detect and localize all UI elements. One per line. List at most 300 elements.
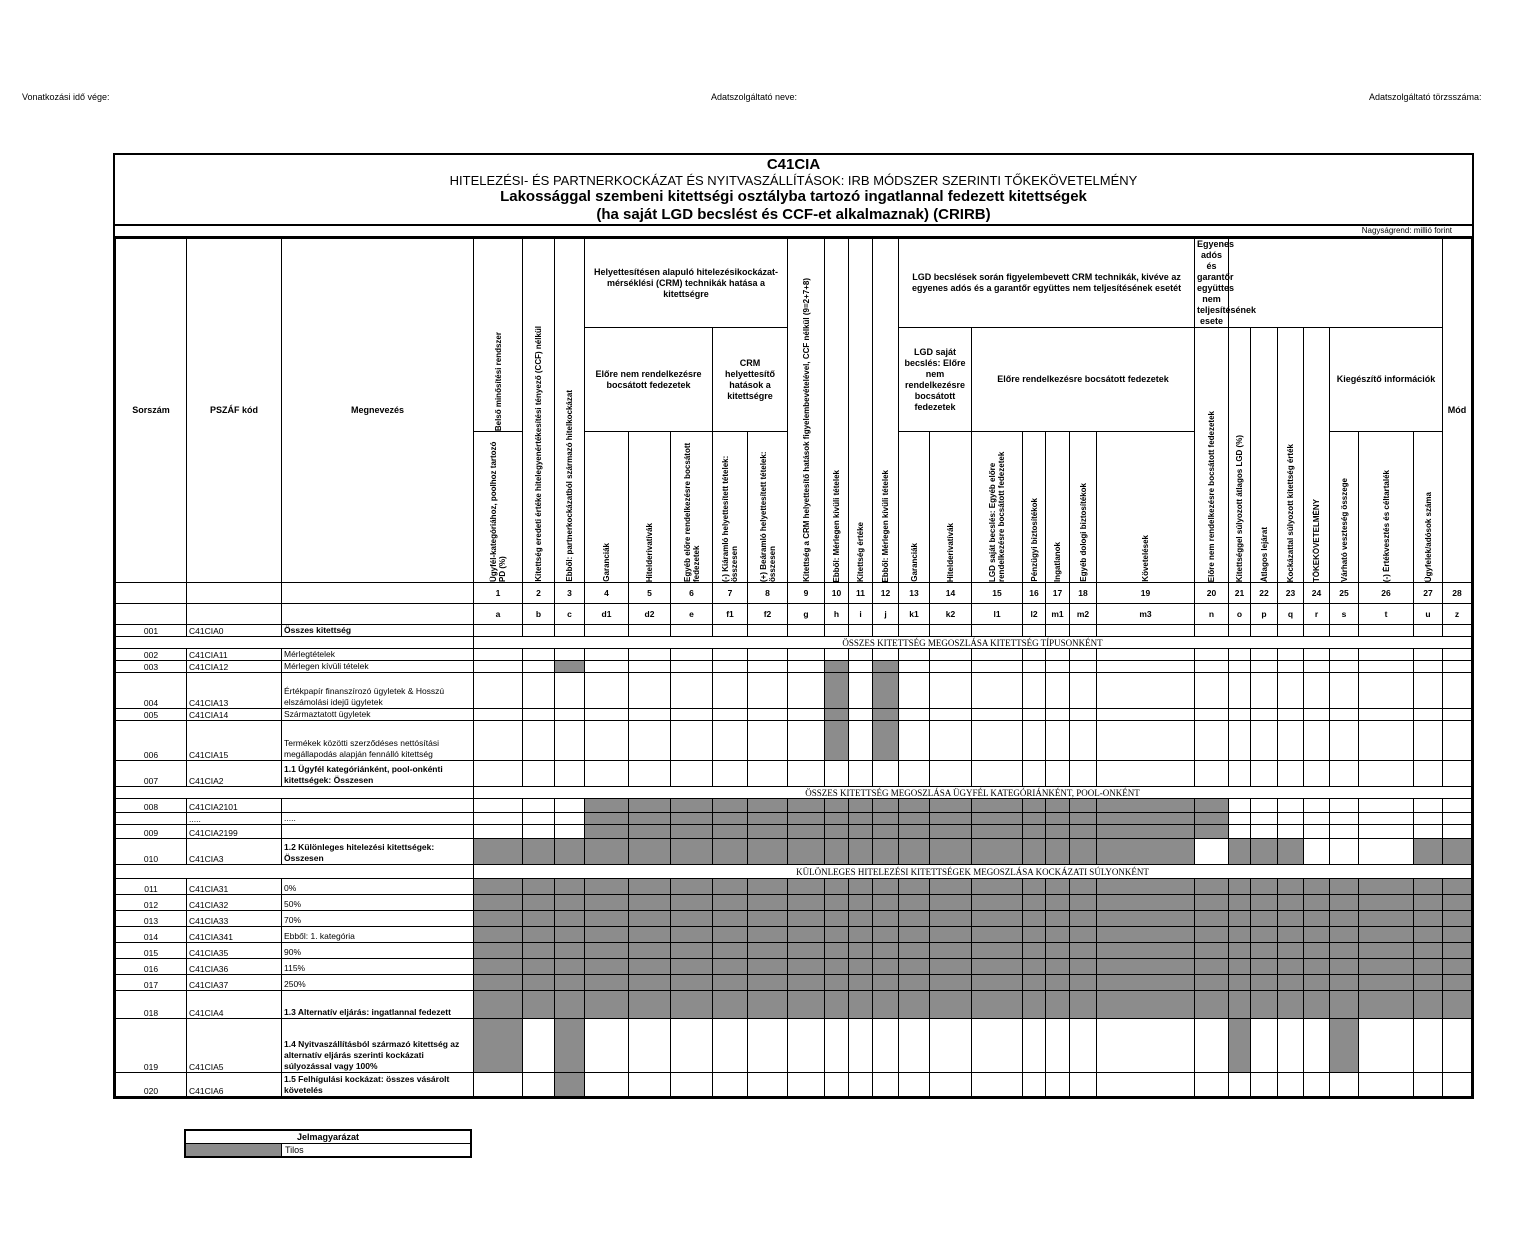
data-cell[interactable] bbox=[1229, 721, 1251, 761]
data-cell[interactable] bbox=[713, 649, 748, 661]
data-cell[interactable] bbox=[1414, 673, 1443, 709]
data-cell[interactable] bbox=[1443, 625, 1472, 637]
data-cell[interactable] bbox=[713, 721, 748, 761]
data-cell[interactable] bbox=[873, 761, 899, 787]
data-cell[interactable] bbox=[788, 1019, 825, 1073]
data-cell[interactable] bbox=[671, 1019, 713, 1073]
data-cell[interactable] bbox=[585, 1019, 629, 1073]
data-cell[interactable] bbox=[748, 1073, 788, 1097]
data-cell[interactable] bbox=[972, 1073, 1023, 1097]
data-cell[interactable] bbox=[555, 709, 585, 721]
data-cell[interactable] bbox=[555, 649, 585, 661]
data-cell[interactable] bbox=[1251, 721, 1278, 761]
data-cell[interactable] bbox=[1229, 825, 1251, 839]
data-cell[interactable] bbox=[555, 825, 585, 839]
data-cell[interactable] bbox=[748, 709, 788, 721]
data-cell[interactable] bbox=[1330, 625, 1359, 637]
data-cell[interactable] bbox=[1251, 1019, 1278, 1073]
data-cell[interactable] bbox=[930, 1073, 972, 1097]
data-cell[interactable] bbox=[1330, 825, 1359, 839]
data-cell[interactable] bbox=[1023, 761, 1046, 787]
data-cell[interactable] bbox=[748, 625, 788, 637]
data-cell[interactable] bbox=[1359, 721, 1414, 761]
data-cell[interactable] bbox=[523, 649, 555, 661]
data-cell[interactable] bbox=[849, 709, 873, 721]
data-cell[interactable] bbox=[930, 649, 972, 661]
data-cell bbox=[972, 825, 1023, 839]
data-cell[interactable] bbox=[1023, 709, 1046, 721]
data-cell[interactable] bbox=[849, 761, 873, 787]
data-cell[interactable] bbox=[713, 673, 748, 709]
data-cell bbox=[1330, 879, 1359, 895]
data-cell[interactable] bbox=[474, 673, 523, 709]
data-cell[interactable] bbox=[629, 673, 671, 709]
data-cell[interactable] bbox=[825, 1073, 849, 1097]
data-cell bbox=[1330, 1019, 1359, 1073]
data-cell[interactable] bbox=[474, 761, 523, 787]
data-cell[interactable] bbox=[474, 813, 523, 825]
data-cell[interactable] bbox=[1330, 721, 1359, 761]
data-cell[interactable] bbox=[555, 761, 585, 787]
data-cell[interactable] bbox=[1195, 661, 1229, 673]
data-cell[interactable] bbox=[671, 661, 713, 673]
data-cell[interactable] bbox=[972, 709, 1023, 721]
data-cell[interactable] bbox=[1304, 649, 1330, 661]
data-cell[interactable] bbox=[1023, 1019, 1046, 1073]
data-cell[interactable] bbox=[972, 761, 1023, 787]
data-cell[interactable] bbox=[713, 1073, 748, 1097]
data-cell[interactable] bbox=[972, 661, 1023, 673]
data-cell[interactable] bbox=[585, 1073, 629, 1097]
data-cell[interactable] bbox=[825, 1019, 849, 1073]
data-cell[interactable] bbox=[748, 1019, 788, 1073]
data-cell[interactable] bbox=[629, 1019, 671, 1073]
data-cell[interactable] bbox=[1443, 649, 1472, 661]
data-cell[interactable] bbox=[555, 813, 585, 825]
data-cell[interactable] bbox=[788, 761, 825, 787]
data-cell[interactable] bbox=[930, 673, 972, 709]
data-cell[interactable] bbox=[1070, 1073, 1097, 1097]
data-cell[interactable] bbox=[873, 625, 899, 637]
data-cell[interactable] bbox=[1046, 721, 1070, 761]
data-cell[interactable] bbox=[1414, 825, 1443, 839]
data-cell[interactable] bbox=[1229, 649, 1251, 661]
data-cell[interactable] bbox=[713, 661, 748, 673]
data-cell[interactable] bbox=[1251, 825, 1278, 839]
data-cell[interactable] bbox=[1443, 673, 1472, 709]
data-cell[interactable] bbox=[899, 721, 930, 761]
data-cell[interactable] bbox=[1251, 673, 1278, 709]
data-cell[interactable] bbox=[1251, 709, 1278, 721]
data-cell[interactable] bbox=[1070, 709, 1097, 721]
data-cell[interactable] bbox=[1229, 625, 1251, 637]
data-cell[interactable] bbox=[1229, 709, 1251, 721]
data-cell[interactable] bbox=[1304, 625, 1330, 637]
data-cell[interactable] bbox=[899, 673, 930, 709]
data-cell[interactable] bbox=[555, 721, 585, 761]
data-cell[interactable] bbox=[629, 761, 671, 787]
data-cell[interactable] bbox=[1195, 839, 1229, 865]
data-cell[interactable] bbox=[1195, 721, 1229, 761]
data-cell[interactable] bbox=[713, 761, 748, 787]
data-cell[interactable] bbox=[1359, 839, 1414, 865]
data-cell[interactable] bbox=[629, 649, 671, 661]
data-cell[interactable] bbox=[1304, 673, 1330, 709]
data-cell[interactable] bbox=[629, 721, 671, 761]
data-cell[interactable] bbox=[1278, 649, 1304, 661]
data-cell[interactable] bbox=[1046, 661, 1070, 673]
data-cell[interactable] bbox=[899, 625, 930, 637]
data-cell[interactable] bbox=[1046, 625, 1070, 637]
data-cell bbox=[1330, 991, 1359, 1019]
data-cell[interactable] bbox=[1097, 661, 1195, 673]
data-cell[interactable] bbox=[523, 1073, 555, 1097]
data-cell[interactable] bbox=[1251, 649, 1278, 661]
data-cell[interactable] bbox=[1229, 761, 1251, 787]
data-cell[interactable] bbox=[1195, 649, 1229, 661]
data-cell[interactable] bbox=[1278, 761, 1304, 787]
data-cell[interactable] bbox=[849, 649, 873, 661]
data-cell[interactable] bbox=[1023, 721, 1046, 761]
data-cell[interactable] bbox=[1278, 661, 1304, 673]
data-cell[interactable] bbox=[713, 1019, 748, 1073]
col-number-28: 28 bbox=[1443, 583, 1472, 604]
data-cell[interactable] bbox=[1046, 673, 1070, 709]
data-cell bbox=[629, 895, 671, 911]
data-cell[interactable] bbox=[585, 661, 629, 673]
data-cell[interactable] bbox=[1097, 721, 1195, 761]
data-cell[interactable] bbox=[474, 799, 523, 813]
data-cell[interactable] bbox=[585, 709, 629, 721]
data-cell[interactable] bbox=[629, 709, 671, 721]
data-cell[interactable] bbox=[1046, 1073, 1070, 1097]
data-cell[interactable] bbox=[1278, 799, 1304, 813]
data-cell[interactable] bbox=[788, 673, 825, 709]
data-cell[interactable] bbox=[1195, 673, 1229, 709]
data-cell[interactable] bbox=[1070, 761, 1097, 787]
data-cell[interactable] bbox=[474, 625, 523, 637]
data-cell[interactable] bbox=[1443, 761, 1472, 787]
data-cell[interactable] bbox=[1304, 825, 1330, 839]
data-cell[interactable] bbox=[788, 1073, 825, 1097]
data-cell[interactable] bbox=[1443, 709, 1472, 721]
data-cell[interactable] bbox=[1330, 673, 1359, 709]
data-cell[interactable] bbox=[788, 649, 825, 661]
data-cell[interactable] bbox=[1097, 673, 1195, 709]
data-cell[interactable] bbox=[788, 625, 825, 637]
data-cell[interactable] bbox=[1330, 709, 1359, 721]
data-cell[interactable] bbox=[1097, 625, 1195, 637]
data-cell[interactable] bbox=[629, 625, 671, 637]
data-cell[interactable] bbox=[972, 673, 1023, 709]
data-cell[interactable] bbox=[1251, 799, 1278, 813]
data-cell[interactable] bbox=[1414, 625, 1443, 637]
data-cell bbox=[1443, 879, 1472, 895]
data-cell[interactable] bbox=[585, 625, 629, 637]
data-cell[interactable] bbox=[873, 1019, 899, 1073]
data-cell[interactable] bbox=[1097, 649, 1195, 661]
data-cell[interactable] bbox=[671, 649, 713, 661]
data-cell[interactable] bbox=[555, 673, 585, 709]
data-cell[interactable] bbox=[629, 1073, 671, 1097]
data-cell[interactable] bbox=[1278, 673, 1304, 709]
data-cell[interactable] bbox=[1304, 761, 1330, 787]
data-cell[interactable] bbox=[523, 625, 555, 637]
data-cell[interactable] bbox=[788, 709, 825, 721]
data-cell[interactable] bbox=[1195, 709, 1229, 721]
data-cell[interactable] bbox=[748, 673, 788, 709]
data-cell[interactable] bbox=[1359, 625, 1414, 637]
data-cell[interactable] bbox=[1304, 1073, 1330, 1097]
data-cell[interactable] bbox=[1359, 661, 1414, 673]
data-cell[interactable] bbox=[1046, 761, 1070, 787]
data-cell[interactable] bbox=[1251, 625, 1278, 637]
data-cell[interactable] bbox=[849, 1019, 873, 1073]
data-cell[interactable] bbox=[788, 661, 825, 673]
data-cell[interactable] bbox=[1359, 825, 1414, 839]
data-cell[interactable] bbox=[1414, 761, 1443, 787]
data-cell[interactable] bbox=[1414, 1073, 1443, 1097]
data-cell[interactable] bbox=[474, 709, 523, 721]
data-cell[interactable] bbox=[1070, 661, 1097, 673]
data-cell[interactable] bbox=[1414, 661, 1443, 673]
data-cell[interactable] bbox=[1304, 1019, 1330, 1073]
col-number-2: 2 bbox=[523, 583, 555, 604]
data-cell[interactable] bbox=[1414, 721, 1443, 761]
data-cell[interactable] bbox=[671, 1073, 713, 1097]
data-cell[interactable] bbox=[523, 661, 555, 673]
data-cell[interactable] bbox=[1414, 649, 1443, 661]
data-cell[interactable] bbox=[1359, 799, 1414, 813]
data-cell[interactable] bbox=[1330, 761, 1359, 787]
data-cell[interactable] bbox=[1097, 761, 1195, 787]
data-cell[interactable] bbox=[523, 761, 555, 787]
col-letter-12: j bbox=[873, 604, 899, 625]
data-cell[interactable] bbox=[585, 649, 629, 661]
data-cell[interactable] bbox=[1443, 1019, 1472, 1073]
data-cell[interactable] bbox=[1359, 1019, 1414, 1073]
data-cell[interactable] bbox=[474, 721, 523, 761]
data-cell bbox=[523, 943, 555, 959]
data-cell bbox=[930, 813, 972, 825]
data-cell[interactable] bbox=[523, 721, 555, 761]
data-cell[interactable] bbox=[523, 813, 555, 825]
data-cell bbox=[873, 673, 899, 709]
data-cell[interactable] bbox=[1023, 1073, 1046, 1097]
data-cell bbox=[873, 799, 899, 813]
data-cell[interactable] bbox=[1304, 661, 1330, 673]
data-cell[interactable] bbox=[474, 649, 523, 661]
data-cell[interactable] bbox=[1251, 661, 1278, 673]
data-cell[interactable] bbox=[629, 661, 671, 673]
data-cell[interactable] bbox=[1443, 825, 1472, 839]
data-cell[interactable] bbox=[1359, 649, 1414, 661]
data-cell[interactable] bbox=[474, 1073, 523, 1097]
data-cell[interactable] bbox=[1359, 673, 1414, 709]
data-cell[interactable] bbox=[1330, 799, 1359, 813]
data-cell[interactable] bbox=[1443, 799, 1472, 813]
header-sorszam: Sorszám bbox=[116, 239, 187, 583]
column-number-row bbox=[116, 583, 1472, 604]
row-label: 1.1 Ügyfél kategóriánként, pool-onkénti kitettségek: Összesen bbox=[282, 761, 474, 787]
data-cell[interactable] bbox=[748, 761, 788, 787]
data-cell[interactable] bbox=[523, 1019, 555, 1073]
data-cell[interactable] bbox=[671, 761, 713, 787]
data-cell[interactable] bbox=[1023, 661, 1046, 673]
data-cell[interactable] bbox=[1046, 1019, 1070, 1073]
data-cell[interactable] bbox=[1195, 761, 1229, 787]
data-cell[interactable] bbox=[1414, 709, 1443, 721]
data-cell[interactable] bbox=[585, 761, 629, 787]
data-cell[interactable] bbox=[825, 649, 849, 661]
data-cell[interactable] bbox=[849, 1073, 873, 1097]
data-cell[interactable] bbox=[1097, 1019, 1195, 1073]
data-cell[interactable] bbox=[474, 825, 523, 839]
data-cell[interactable] bbox=[671, 625, 713, 637]
data-cell[interactable] bbox=[930, 721, 972, 761]
data-cell[interactable] bbox=[849, 625, 873, 637]
data-cell[interactable] bbox=[671, 673, 713, 709]
data-cell[interactable] bbox=[1278, 721, 1304, 761]
data-cell[interactable] bbox=[873, 649, 899, 661]
data-cell[interactable] bbox=[1443, 813, 1472, 825]
data-cell[interactable] bbox=[849, 661, 873, 673]
data-cell[interactable] bbox=[748, 721, 788, 761]
data-cell bbox=[972, 959, 1023, 975]
data-cell[interactable] bbox=[713, 709, 748, 721]
data-cell[interactable] bbox=[899, 649, 930, 661]
data-cell[interactable] bbox=[972, 649, 1023, 661]
data-cell[interactable] bbox=[972, 721, 1023, 761]
data-cell[interactable] bbox=[1195, 625, 1229, 637]
data-cell[interactable] bbox=[1023, 649, 1046, 661]
data-cell[interactable] bbox=[1278, 709, 1304, 721]
data-cell bbox=[1278, 943, 1304, 959]
data-cell[interactable] bbox=[1023, 625, 1046, 637]
data-cell[interactable] bbox=[1046, 649, 1070, 661]
data-cell[interactable] bbox=[1304, 799, 1330, 813]
data-cell[interactable] bbox=[1070, 721, 1097, 761]
data-cell[interactable] bbox=[1304, 709, 1330, 721]
data-cell[interactable] bbox=[555, 625, 585, 637]
data-cell[interactable] bbox=[1251, 813, 1278, 825]
data-cell[interactable] bbox=[1229, 813, 1251, 825]
data-cell[interactable] bbox=[1330, 661, 1359, 673]
data-cell[interactable] bbox=[1046, 709, 1070, 721]
data-cell bbox=[585, 927, 629, 943]
data-cell[interactable] bbox=[930, 625, 972, 637]
data-cell[interactable] bbox=[788, 721, 825, 761]
data-cell[interactable] bbox=[523, 825, 555, 839]
data-cell[interactable] bbox=[1278, 1073, 1304, 1097]
data-cell[interactable] bbox=[1023, 673, 1046, 709]
data-cell[interactable] bbox=[1443, 1073, 1472, 1097]
data-cell[interactable] bbox=[1304, 813, 1330, 825]
data-cell[interactable] bbox=[1359, 761, 1414, 787]
data-cell[interactable] bbox=[1359, 709, 1414, 721]
data-cell[interactable] bbox=[523, 709, 555, 721]
data-cell[interactable] bbox=[555, 799, 585, 813]
data-cell[interactable] bbox=[1330, 1073, 1359, 1097]
data-cell[interactable] bbox=[1251, 1073, 1278, 1097]
data-cell[interactable] bbox=[748, 661, 788, 673]
data-cell[interactable] bbox=[585, 673, 629, 709]
data-cell[interactable] bbox=[899, 761, 930, 787]
data-cell[interactable] bbox=[1278, 1019, 1304, 1073]
data-cell[interactable] bbox=[825, 761, 849, 787]
data-cell bbox=[788, 975, 825, 991]
data-cell[interactable] bbox=[1070, 673, 1097, 709]
data-cell[interactable] bbox=[1414, 1019, 1443, 1073]
header-elore-rend: Előre rendelkezésre bocsátott fedezetek bbox=[972, 328, 1195, 432]
data-cell[interactable] bbox=[1070, 625, 1097, 637]
data-cell[interactable] bbox=[1414, 813, 1443, 825]
data-cell[interactable] bbox=[825, 625, 849, 637]
data-cell[interactable] bbox=[972, 1019, 1023, 1073]
data-cell bbox=[474, 959, 523, 975]
data-cell[interactable] bbox=[1304, 721, 1330, 761]
data-cell[interactable] bbox=[1278, 825, 1304, 839]
data-cell[interactable] bbox=[1330, 813, 1359, 825]
data-cell[interactable] bbox=[899, 709, 930, 721]
data-cell[interactable] bbox=[474, 661, 523, 673]
data-cell[interactable] bbox=[523, 673, 555, 709]
data-cell[interactable] bbox=[930, 761, 972, 787]
data-cell[interactable] bbox=[1229, 1073, 1251, 1097]
data-cell[interactable] bbox=[899, 1073, 930, 1097]
data-cell[interactable] bbox=[873, 1073, 899, 1097]
data-cell[interactable] bbox=[523, 799, 555, 813]
data-cell[interactable] bbox=[930, 661, 972, 673]
col-number-24: 24 bbox=[1304, 583, 1330, 604]
data-cell[interactable] bbox=[585, 721, 629, 761]
data-cell[interactable] bbox=[1195, 1073, 1229, 1097]
data-cell[interactable] bbox=[1330, 649, 1359, 661]
data-cell[interactable] bbox=[1278, 625, 1304, 637]
col-number-27: 27 bbox=[1414, 583, 1443, 604]
data-cell[interactable] bbox=[1097, 709, 1195, 721]
data-cell[interactable] bbox=[1278, 813, 1304, 825]
data-cell[interactable] bbox=[1251, 761, 1278, 787]
data-cell[interactable] bbox=[1229, 799, 1251, 813]
data-cell bbox=[474, 879, 523, 895]
data-cell[interactable] bbox=[1070, 649, 1097, 661]
data-cell[interactable] bbox=[671, 709, 713, 721]
data-cell[interactable] bbox=[899, 661, 930, 673]
data-cell[interactable] bbox=[1414, 799, 1443, 813]
data-cell[interactable] bbox=[1330, 839, 1359, 865]
data-cell[interactable] bbox=[930, 709, 972, 721]
data-cell[interactable] bbox=[930, 1019, 972, 1073]
data-cell[interactable] bbox=[1304, 839, 1330, 865]
data-cell[interactable] bbox=[849, 673, 873, 709]
data-cell[interactable] bbox=[1443, 661, 1472, 673]
data-cell[interactable] bbox=[1359, 813, 1414, 825]
data-cell[interactable] bbox=[1070, 1019, 1097, 1073]
data-cell[interactable] bbox=[1229, 661, 1251, 673]
data-cell[interactable] bbox=[1195, 1019, 1229, 1073]
data-cell[interactable] bbox=[899, 1019, 930, 1073]
data-cell[interactable] bbox=[1443, 721, 1472, 761]
data-cell[interactable] bbox=[1097, 1073, 1195, 1097]
data-cell[interactable] bbox=[849, 721, 873, 761]
data-cell[interactable] bbox=[713, 625, 748, 637]
data-cell[interactable] bbox=[972, 625, 1023, 637]
data-cell[interactable] bbox=[748, 649, 788, 661]
data-cell[interactable] bbox=[1359, 1073, 1414, 1097]
data-cell[interactable] bbox=[1229, 673, 1251, 709]
data-cell[interactable] bbox=[671, 721, 713, 761]
